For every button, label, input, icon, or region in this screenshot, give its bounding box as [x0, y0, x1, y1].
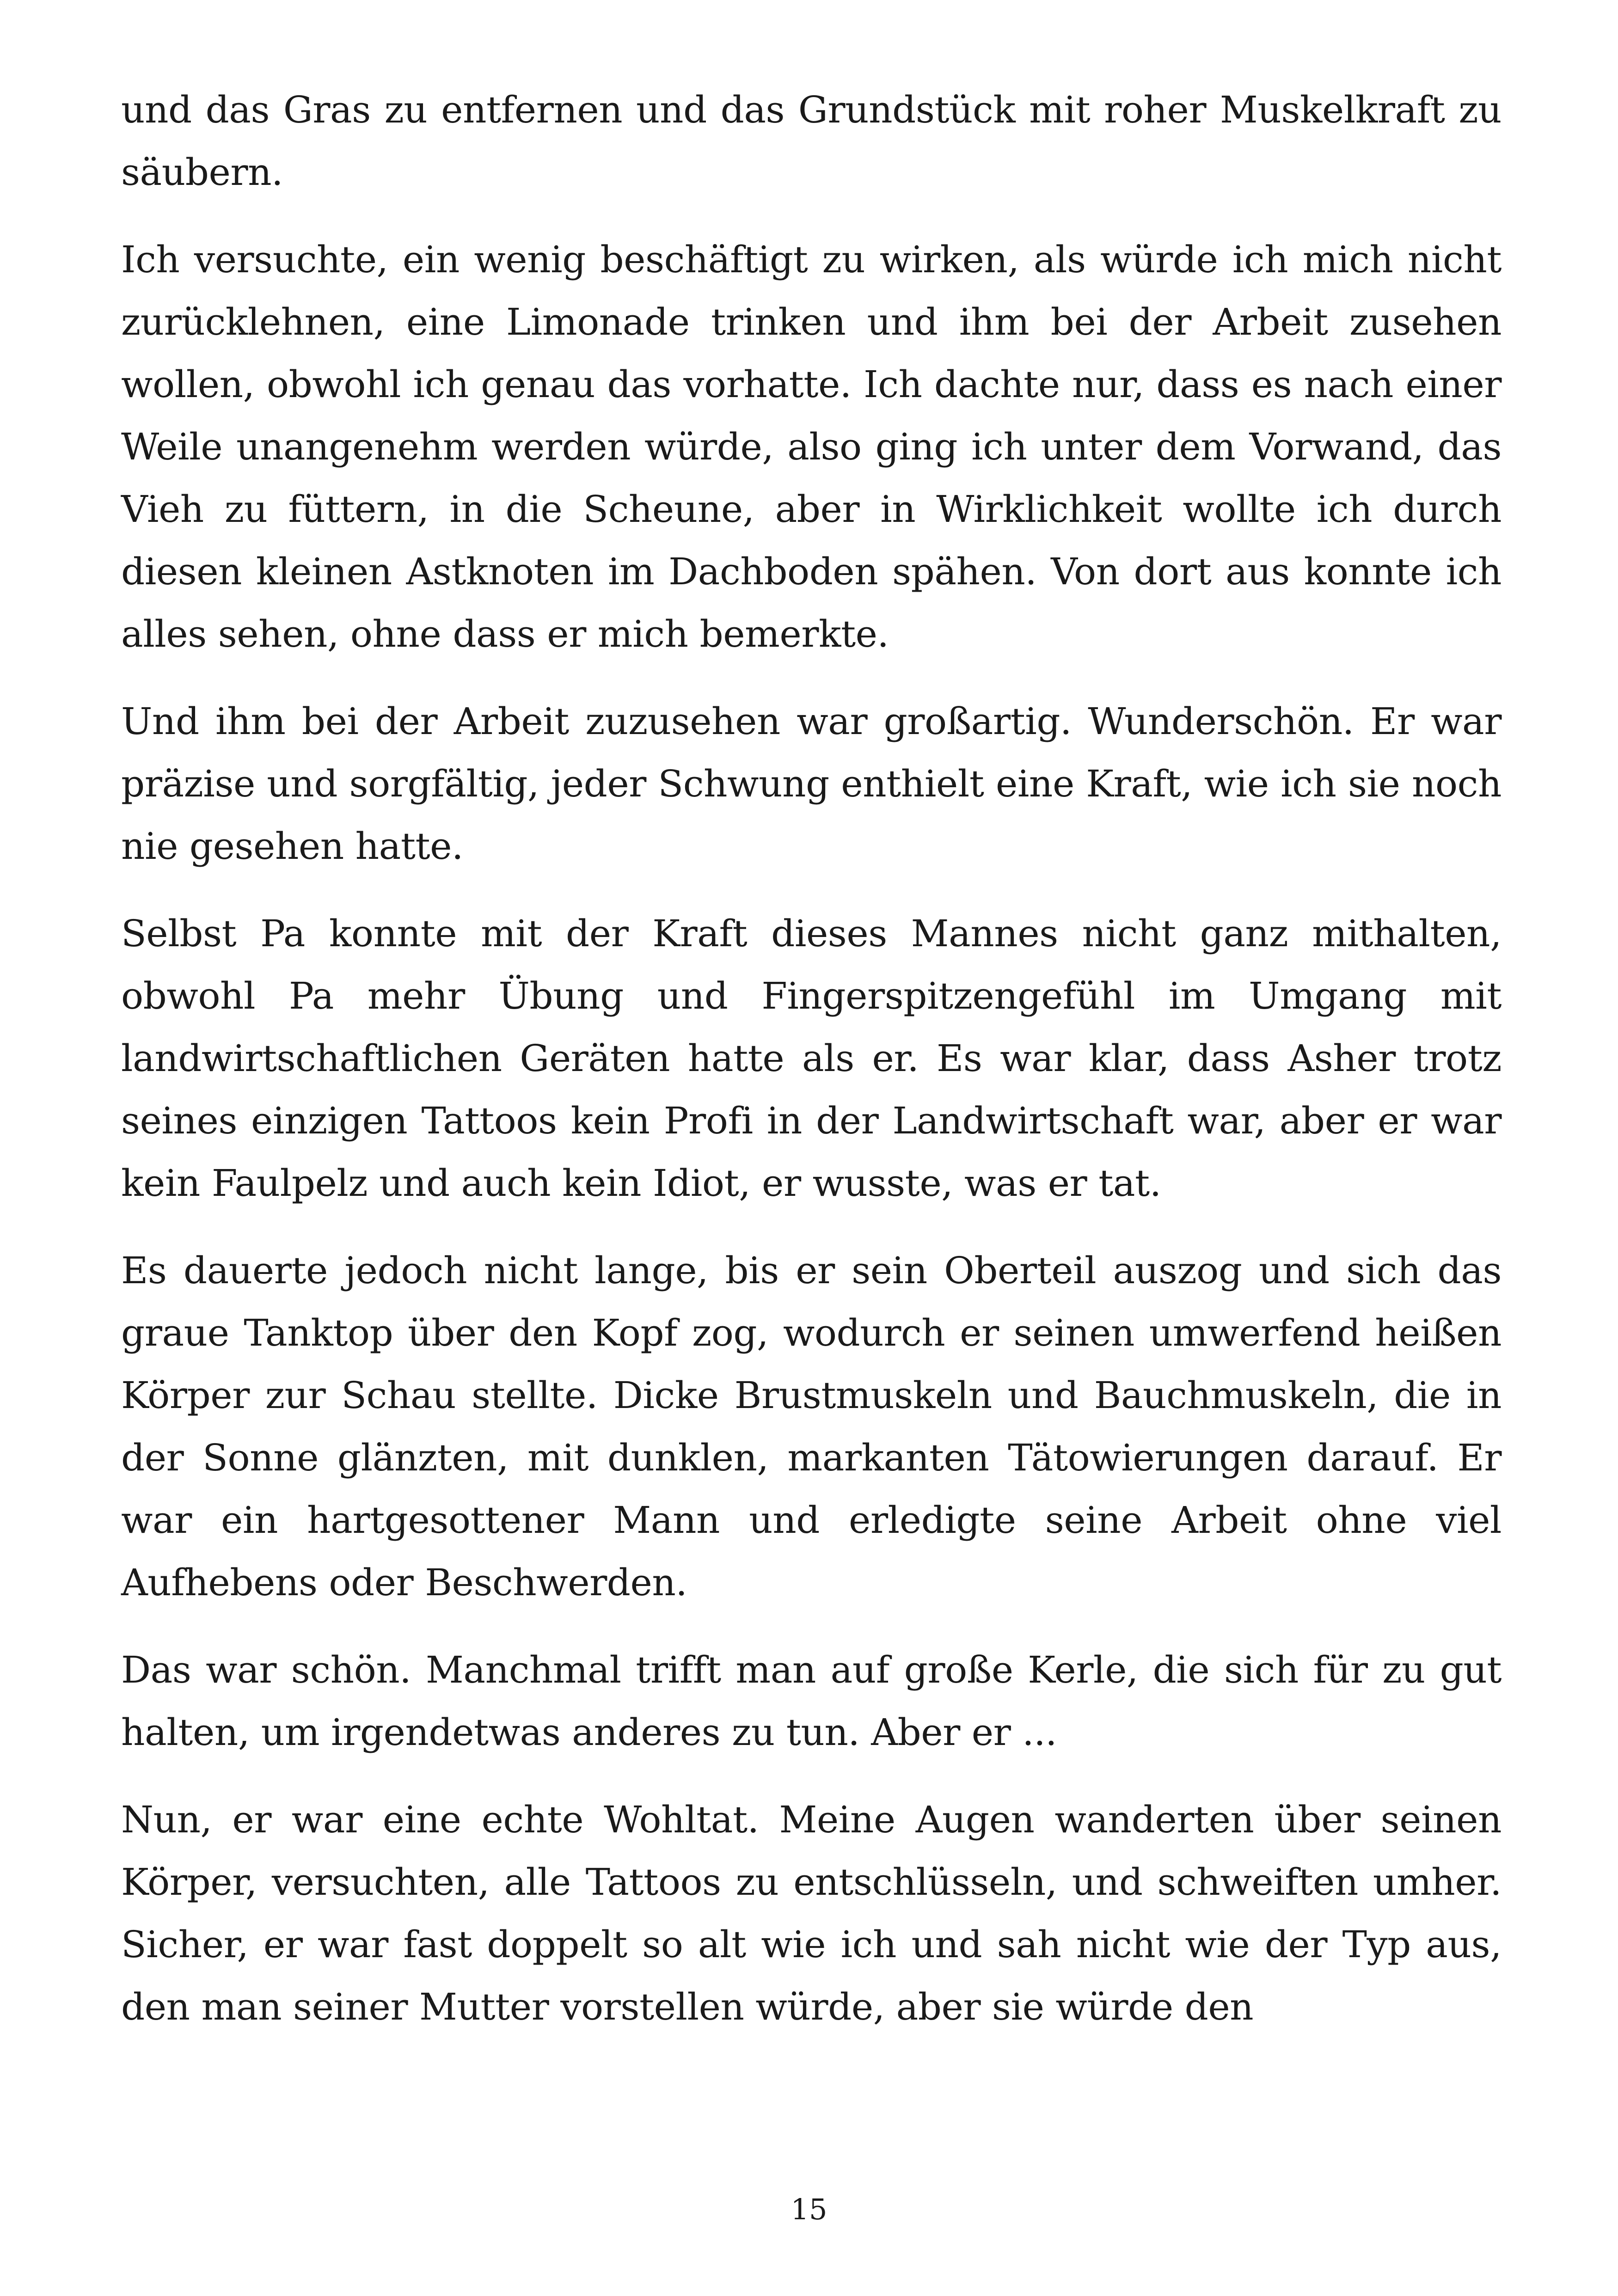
paragraph: Das war schön. Manchmal trifft man auf große Kerle, die sich für zu gut halten, um irgendetwas anderes zu tun. Aber er ...: [121, 1648, 1502, 1754]
page-number: 15: [791, 2192, 827, 2226]
paragraph: und das Gras zu entfernen und das Grundstück mit roher Muskelkraft zu säubern.: [121, 88, 1502, 194]
paragraph: Selbst Pa konnte mit der Kraft dieses Mannes nicht ganz mithalten, obwohl Pa mehr Übung und Fingerspitzengefühl im Umgang mit landwirtschaftlichen Geräten hatte als er. Es war klar, dass Asher trotz seines einzigen Tattoos kein Profi in der Landwirtschaft war, aber er war kein Faulpelz und auch kein Idiot, er wusste, was er tat.: [121, 912, 1502, 1205]
paragraph: Ich versuchte, ein wenig beschäftigt zu wirken, als würde ich mich nicht zurücklehnen, eine Limonade trinken und ihm bei der Arbeit zusehen wollen, obwohl ich genau das vorhatte. Ich dachte nur, dass es nach einer Weile unangenehm werden würde, also ging ich unter dem Vorwand, das Vieh zu füttern, in die Scheune, aber in Wirklichkeit wollte ich durch diesen kleinen Astknoten im Dachboden spähen. Von dort aus konnte ich alles sehen, ohne dass er mich bemerkte.: [121, 238, 1502, 655]
page-body-text: [121, 79, 1502, 2063]
paragraph: Nun, er war eine echte Wohltat. Meine Augen wanderten über seinen Körper, versuchten, alle Tattoos zu entschlüsseln, und schweiften umher. Sicher, er war fast doppelt so alt wie ich und sah nicht wie der Typ aus, den man seiner Mutter vorstellen würde, aber sie würde den: [121, 1798, 1502, 2028]
paragraph: Und ihm bei der Arbeit zuzusehen war großartig. Wunderschön. Er war präzise und sorgfältig, jeder Schwung enthielt eine Kraft, wie ich sie noch nie gesehen hatte.: [121, 700, 1502, 868]
paragraph: Es dauerte jedoch nicht lange, bis er sein Oberteil auszog und sich das graue Tanktop über den Kopf zog, wodurch er seinen umwerfend heißen Körper zur Schau stellte. Dicke Brustmuskeln und Bauchmuskeln, die in der Sonne glänzten, mit dunklen, markanten Tätowierungen darauf. Er war ein hartgesottener Mann und erledigte seine Arbeit ohne viel Aufhebens oder Beschwerden.: [121, 1249, 1502, 1604]
